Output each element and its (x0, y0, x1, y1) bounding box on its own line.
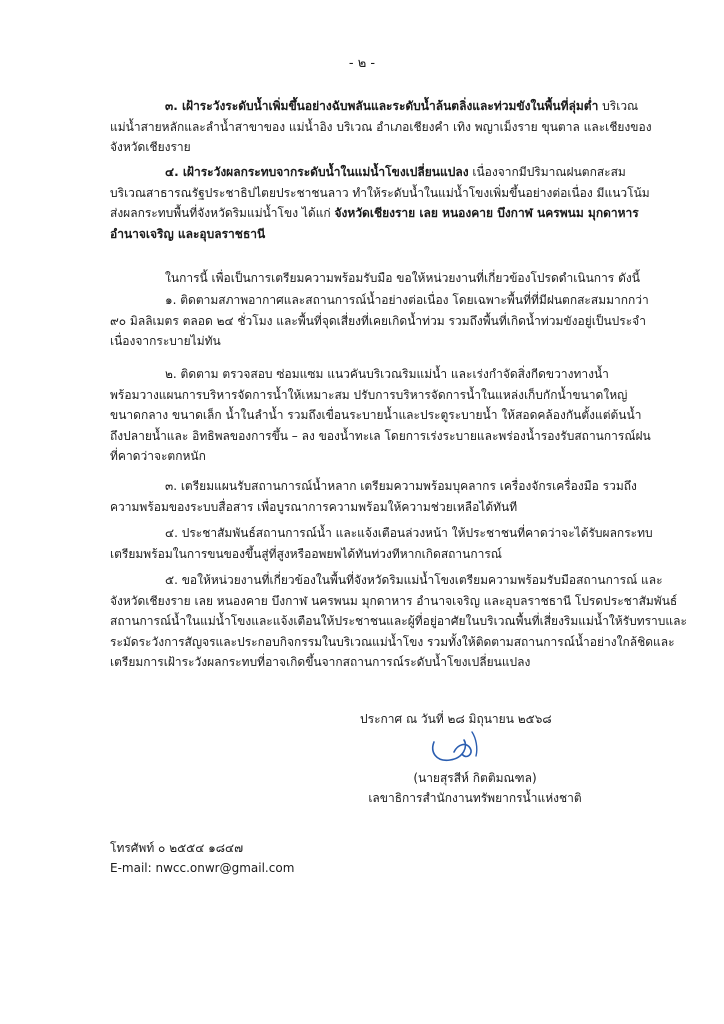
action-line: ๕. ขอให้หน่วยงานที่เกี่ยวข้องในพื้นที่จังหวัดริมแม่น้ำโขงเตรียมความพร้อมรับมือสถานการณ์ และ (165, 573, 663, 587)
signer-title: เลขาธิการสำนักงานทรัพยากรน้ำแห่งชาติ (368, 791, 582, 805)
action-3 (110, 476, 640, 517)
action-line: ขนาดกลาง ขนาดเล็ก น้ำในลำน้ำ รวมถึงเขื่อนระบายน้ำและประตูระบายน้ำ ให้สอดคล้องกันตั้งแต่ต้นน้ำ (110, 408, 642, 422)
action-line: ๓. เตรียมแผนรับสถานการณ์น้ำหลาก เตรียมความพร้อมบุคลากร เครื่องจักรเครื่องมือ รวมถึง (165, 479, 637, 493)
action-line: ระมัดระวังการสัญจรและประกอบกิจกรรมในบริเวณแม่น้ำโขง รวมทั้งให้ติดตามสถานการณ์น้ำอย่างใกล้ชิดและ (110, 634, 675, 649)
item-heading: ๔. เฝ้าระวังผลกระทบจากระดับน้ำในแม่น้ำโขงเปลี่ยนแปลง (165, 165, 469, 179)
item-text: บริเวณ (598, 99, 639, 113)
action-line: เตรียมการเฝ้าระวังผลกระทบที่อาจเกิดขึ้นจากสถานการณ์ระดับน้ำโขงเปลี่ยนแปลง (110, 655, 531, 669)
action-line: ถึงปลายน้ำและ อิทธิพลของการขึ้น – ลง ของน้ำทะเล โดยการเร่งระบายและพร่องน้ำรองรับสถานการณ์ฝน (110, 428, 651, 443)
action-line: จังหวัดเชียงราย เลย หนองคาย บึงกาฬ นครพนม มุกดาหาร อำนาจเจริญ และอุบลราชธานี โปรดประชาสัมพันธ์ (110, 593, 678, 608)
item-text: บริเวณสาธารณรัฐประชาธิปไตยประชาชนลาว ทำให้ระดับน้ำในแม่น้ำโขงเพิ่มขึ้นอย่างต่อเนื่อง มีแนวโน้ม (110, 185, 650, 200)
page-number: - ๒ - (348, 56, 376, 71)
signer-block (345, 768, 605, 808)
item-line (110, 117, 652, 138)
item-line (110, 203, 640, 224)
province-list-cont: อำนาจเจริญ และอุบลราชธานี (110, 226, 266, 241)
action-line: ๑. ติดตามสภาพอากาศและสถานการณ์น้ำอย่างต่อเนื่อง โดยเฉพาะพื้นที่ที่มีฝนตกสะสมมากกว่า (165, 293, 649, 307)
signature-image (420, 722, 500, 766)
item-heading: ๓. เฝ้าระวังระดับน้ำเพิ่มขึ้นอย่างฉับพลันและระดับน้ำล้นตลิ่งและท่วมขังในพื้นที่ลุ่มต่ำ (165, 99, 599, 113)
signer-name: (นายสุรสีห์ กิตติมณฑล) (413, 771, 537, 785)
action-line: ๙๐ มิลลิเมตร ตลอด ๒๔ ชั่วโมง และพื้นที่จุดเสี่ยงที่เคยเกิดน้ำท่วม รวมถึงพื้นที่เกิดน้ำท่วมขังอยู่เป็นประจำ (110, 313, 646, 328)
contact-block (110, 838, 294, 878)
email-address: E-mail: nwcc.onwr@gmail.com (110, 861, 295, 875)
intro-text: ในการนี้ เพื่อเป็นการเตรียมความพร้อมรับมือ ขอให้หน่วยงานที่เกี่ยวข้องโปรดดำเนินการ ดังนี้ (165, 271, 640, 285)
phone-number: โทรศัพท์ ๐ ๒๕๕๔ ๑๘๔๗ (110, 841, 244, 855)
action-line: พร้อมวางแผนการบริหารจัดการน้ำให้เหมาะสม ปรับการบริหารจัดการน้ำในแหล่งเก็บกักน้ำขนาดใหญ่ (110, 387, 628, 402)
item-text: ส่งผลกระทบพื้นที่จังหวัดริมแม่น้ำโขง ได้แก่ (110, 206, 335, 220)
action-line: ๔. ประชาสัมพันธ์สถานการณ์น้ำ และแจ้งเตือนล่วงหน้า ให้ประชาชนที่คาดว่าจะได้รับผลกระทบ (165, 526, 653, 540)
item-text: แม่น้ำสายหลักและลำน้ำสาขาของ แม่น้ำอิง บริเวณ อำเภอเชียงคำ เทิง พญาเม็งราย ขุนตาล และเชียงของ (110, 119, 652, 134)
item-line (110, 137, 640, 158)
announce-date: ประกาศ ณ วันที่ ๒๘ มิถุนายน ๒๕๖๘ (360, 712, 552, 726)
action-line: ความพร้อมของระบบสื่อสาร เพื่อบูรณาการความพร้อมให้ความช่วยเหลือได้ทันที (110, 499, 518, 514)
item-line (110, 96, 640, 117)
action-line: เนื่องจากระบายไม่ทัน (110, 334, 221, 348)
province-list: จังหวัดเชียงราย เลย หนองคาย บึงกาฬ นครพนม มุกดาหาร (334, 206, 639, 220)
action-4 (110, 523, 653, 564)
item-line (110, 162, 640, 183)
item-text: จังหวัดเชียงราย (110, 140, 191, 154)
intro-paragraph (110, 268, 640, 289)
action-line: ที่คาดว่าจะตกหนัก (110, 449, 206, 463)
action-line: ๒. ติดตาม ตรวจสอบ ซ่อมแซม แนวคันบริเวณริมแม่น้ำ และเร่งกำจัดสิ่งกีดขวางทางน้ำ (165, 367, 609, 381)
action-2 (110, 364, 651, 467)
action-line: เตรียมพร้อมในการขนของขึ้นสู่ที่สูงหรืออพยพได้ทันท่วงทีหากเกิดสถานการณ์ (110, 546, 502, 561)
item-line (110, 224, 640, 245)
item-line (110, 183, 650, 204)
warning-item-4 (110, 162, 650, 244)
action-5 (110, 570, 687, 673)
action-line: สถานการณ์น้ำในแม่น้ำโขงและแจ้งเตือนให้ประชาชนและผู้ที่อยู่อาศัยในบริเวณพื้นที่เสี่ยงริมแม่น้ำให้รับทราบและ (110, 614, 687, 628)
warning-item-3 (110, 96, 652, 158)
action-1 (110, 290, 649, 352)
item-text: เนื่องจากมีปริมาณฝนตกสะสม (468, 165, 626, 179)
